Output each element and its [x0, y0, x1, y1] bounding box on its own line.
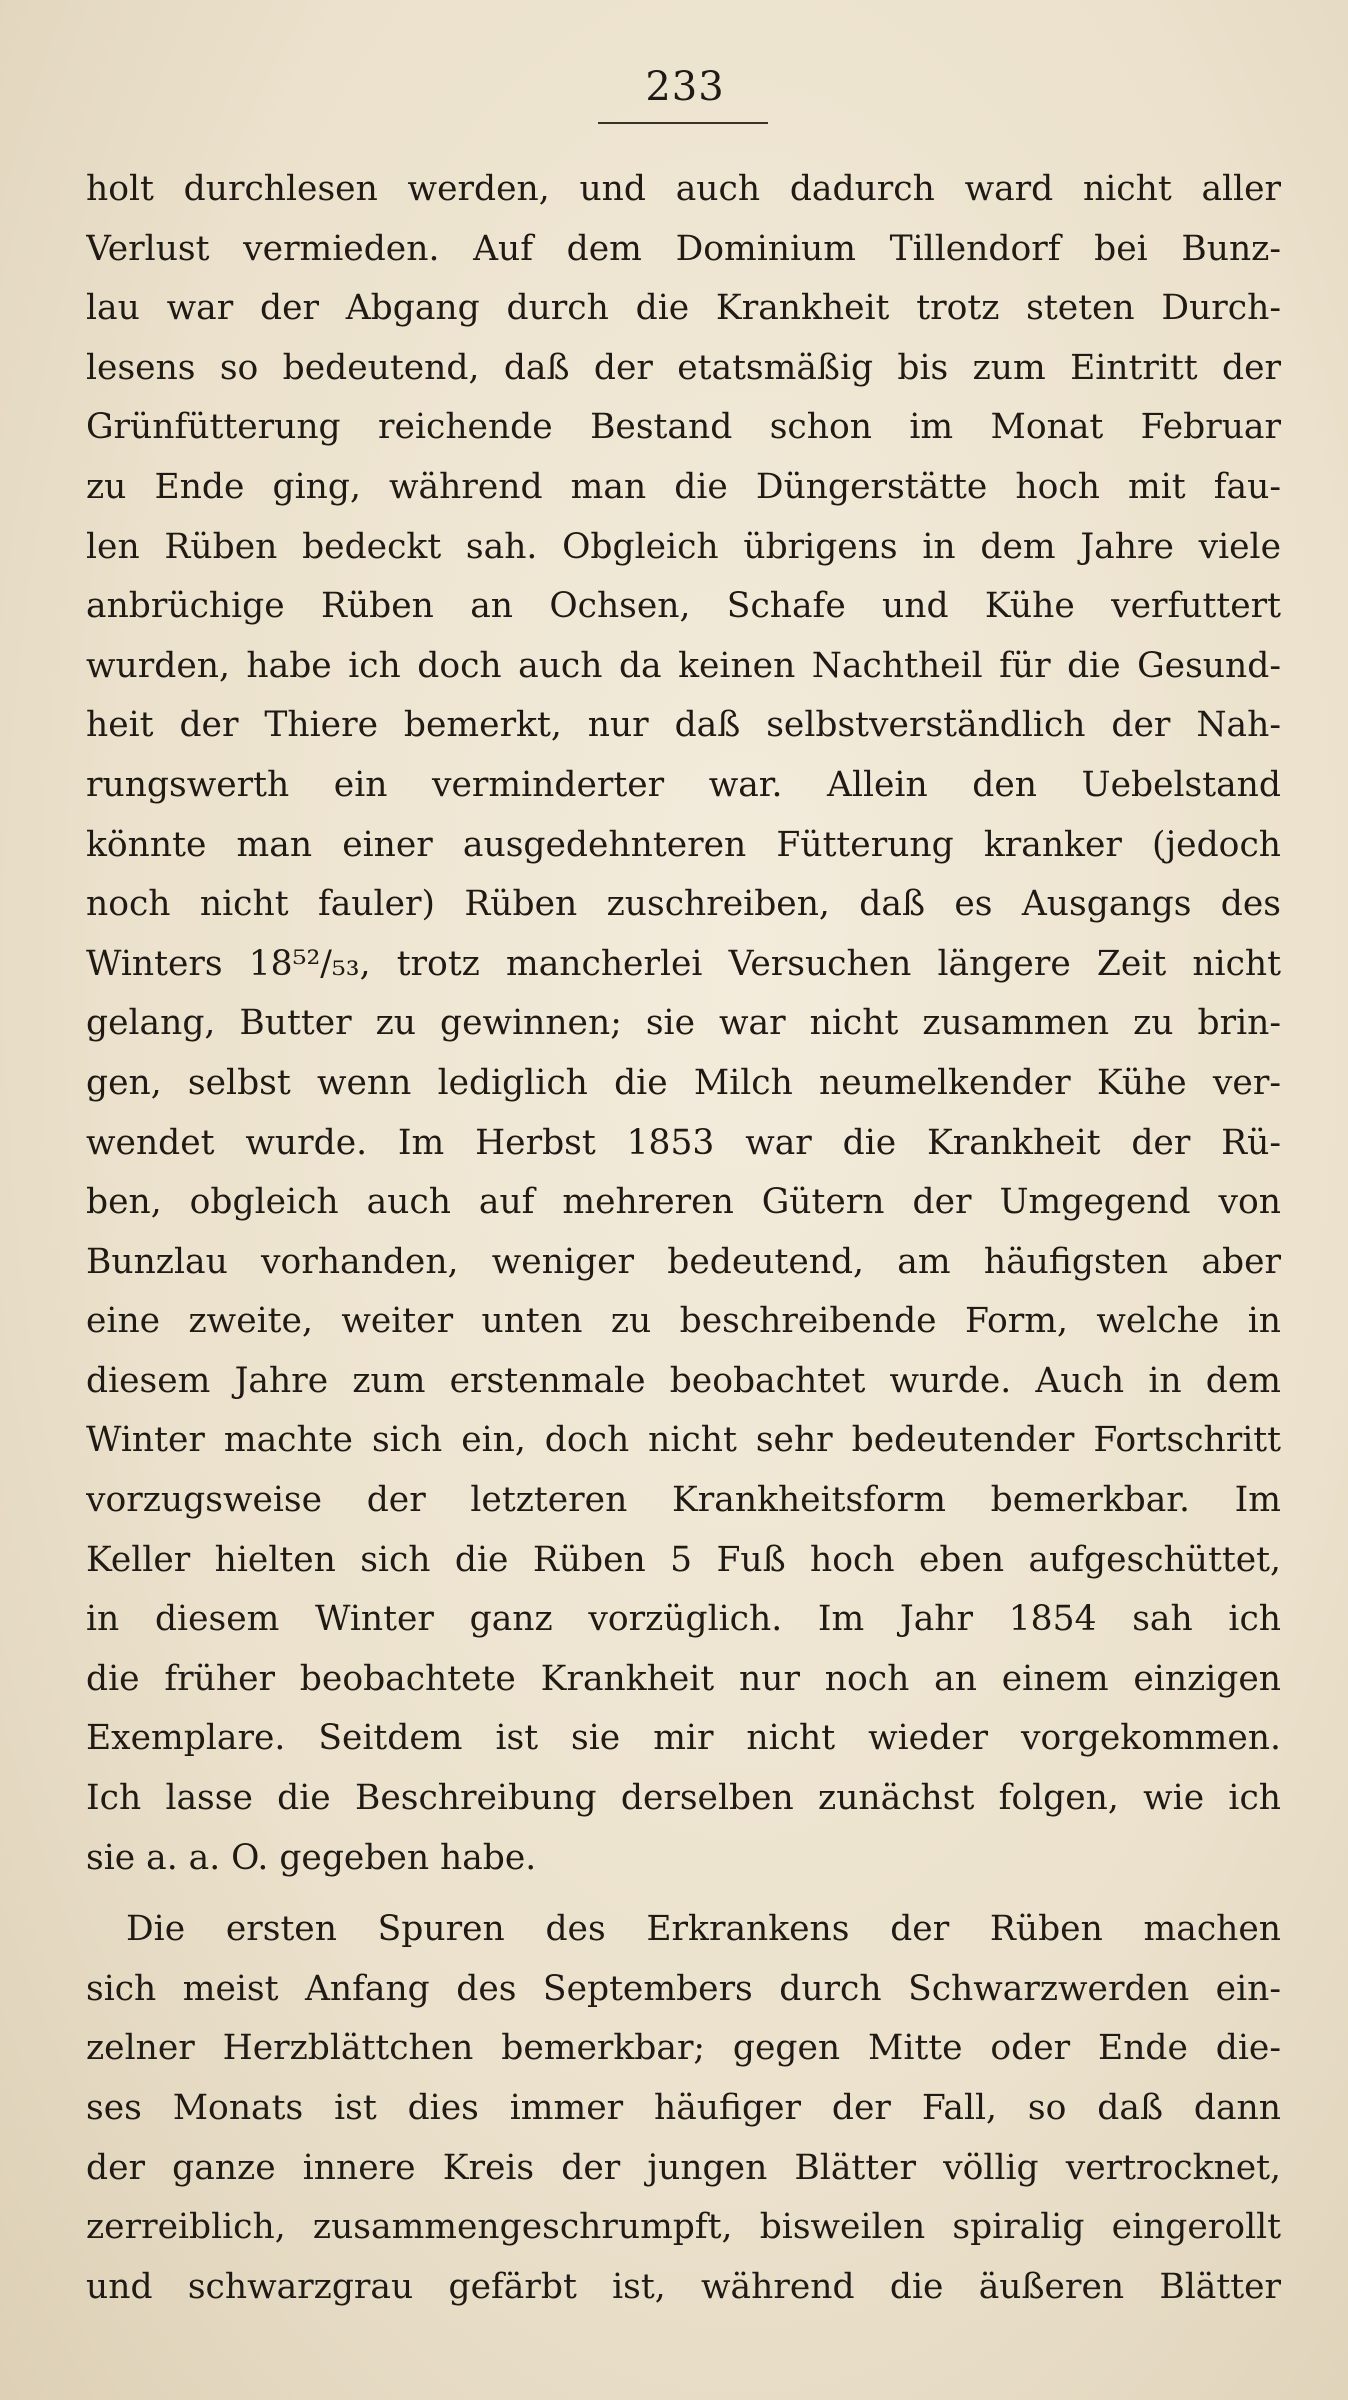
text-line: ses Monats ist dies immer häufiger der Fall, so daß dann [86, 2088, 1281, 2128]
paragraph-1 [86, 160, 1281, 1888]
text-line: Exemplare. Seitdem ist sie mir nicht wieder vorgekommen. [86, 1718, 1281, 1759]
text-line: in diesem Winter ganz vorzüglich. Im Jahr 1854 sah ich [86, 1599, 1281, 1640]
text-line: heit der Thiere bemerkt, nur daß selbstverständlich der Nah- [86, 705, 1281, 746]
paragraph-gap [86, 1888, 1281, 1900]
text-line: die früher beobachtete Krankheit nur noch an einem einzigen [86, 1658, 1281, 1699]
body-text [86, 160, 1281, 2317]
text-line: zelner Herzblättchen bemerkbar; gegen Mitte oder Ende die- [86, 2028, 1281, 2069]
text-line: der ganze innere Kreis der jungen Blätter völlig vertrocknet, [86, 2147, 1281, 2188]
text-line: ben, obgleich auch auf mehreren Gütern der Umgegend von [86, 1182, 1281, 1223]
text-line: anbrüchige Rüben an Ochsen, Schafe und Kühe verfuttert [86, 586, 1281, 627]
text-line: Winters 18⁵²/₅₃, trotz mancherlei Versuchen längere Zeit nicht [86, 943, 1281, 984]
text-line: Die ersten Spuren des Erkrankens der Rüben machen [126, 1909, 1281, 1950]
text-line: zu Ende ging, während man die Düngerstätte hoch mit fau- [86, 466, 1281, 507]
text-line: wendet wurde. Im Herbst 1853 war die Krankheit der Rü- [86, 1122, 1281, 1163]
text-line: noch nicht fauler) Rüben zuschreiben, daß es Ausgangs des [86, 884, 1281, 925]
paragraph-2 [86, 1900, 1281, 2317]
text-line: lau war der Abgang durch die Krankheit trotz steten Durch- [86, 288, 1281, 329]
text-line: eine zweite, weiter unten zu beschreibende Form, welche in [86, 1301, 1281, 1342]
text-line: Ich lasse die Beschreibung derselben zunächst folgen, wie ich [86, 1778, 1281, 1819]
text-line: sie a. a. O. gegeben habe. [86, 1837, 537, 1878]
page-number: 233 [645, 64, 725, 110]
text-line: diesem Jahre zum erstenmale beobachtet wurde. Auch in dem [86, 1360, 1281, 1401]
text-line: sich meist Anfang des Septembers durch Schwarzwerden ein- [86, 1968, 1281, 2009]
text-line: könnte man einer ausgedehnteren Fütterung kranker (jedoch [86, 824, 1281, 865]
text-line: rungswerth ein verminderter war. Allein den Uebelstand [86, 764, 1281, 805]
text-line: Bunzlau vorhanden, weniger bedeutend, am häufigsten aber [86, 1241, 1281, 1282]
text-line: zerreiblich, zusammengeschrumpft, bisweilen spiralig eingerollt [86, 2207, 1281, 2248]
text-line: Grünfütterung reichende Bestand schon im Monat Februar [86, 407, 1281, 448]
text-line: Keller hielten sich die Rüben 5 Fuß hoch eben aufgeschüttet, [86, 1539, 1281, 1580]
text-line: vorzugsweise der letzteren Krankheitsform bemerkbar. Im [86, 1480, 1281, 1521]
text-line: lesens so bedeutend, daß der etatsmäßig bis zum Eintritt der [86, 347, 1281, 388]
text-line: holt durchlesen werden, und auch dadurch ward nicht aller [86, 169, 1281, 209]
text-line: Verlust vermieden. Auf dem Dominium Tillendorf bei Bunz- [86, 228, 1281, 269]
text-line: wurden, habe ich doch auch da keinen Nachtheil für die Gesund- [86, 645, 1281, 686]
text-line: len Rüben bedeckt sah. Obgleich übrigens in dem Jahre viele [86, 526, 1281, 567]
text-line: gen, selbst wenn lediglich die Milch neumelkender Kühe ver- [86, 1062, 1281, 1103]
text-line: Winter machte sich ein, doch nicht sehr bedeutender Fortschritt [86, 1420, 1281, 1461]
text-line: gelang, Butter zu gewinnen; sie war nicht zusammen zu brin- [86, 1003, 1281, 1044]
text-line: und schwarzgrau gefärbt ist, während die äußeren Blätter [86, 2266, 1281, 2307]
header-rule [598, 122, 768, 124]
